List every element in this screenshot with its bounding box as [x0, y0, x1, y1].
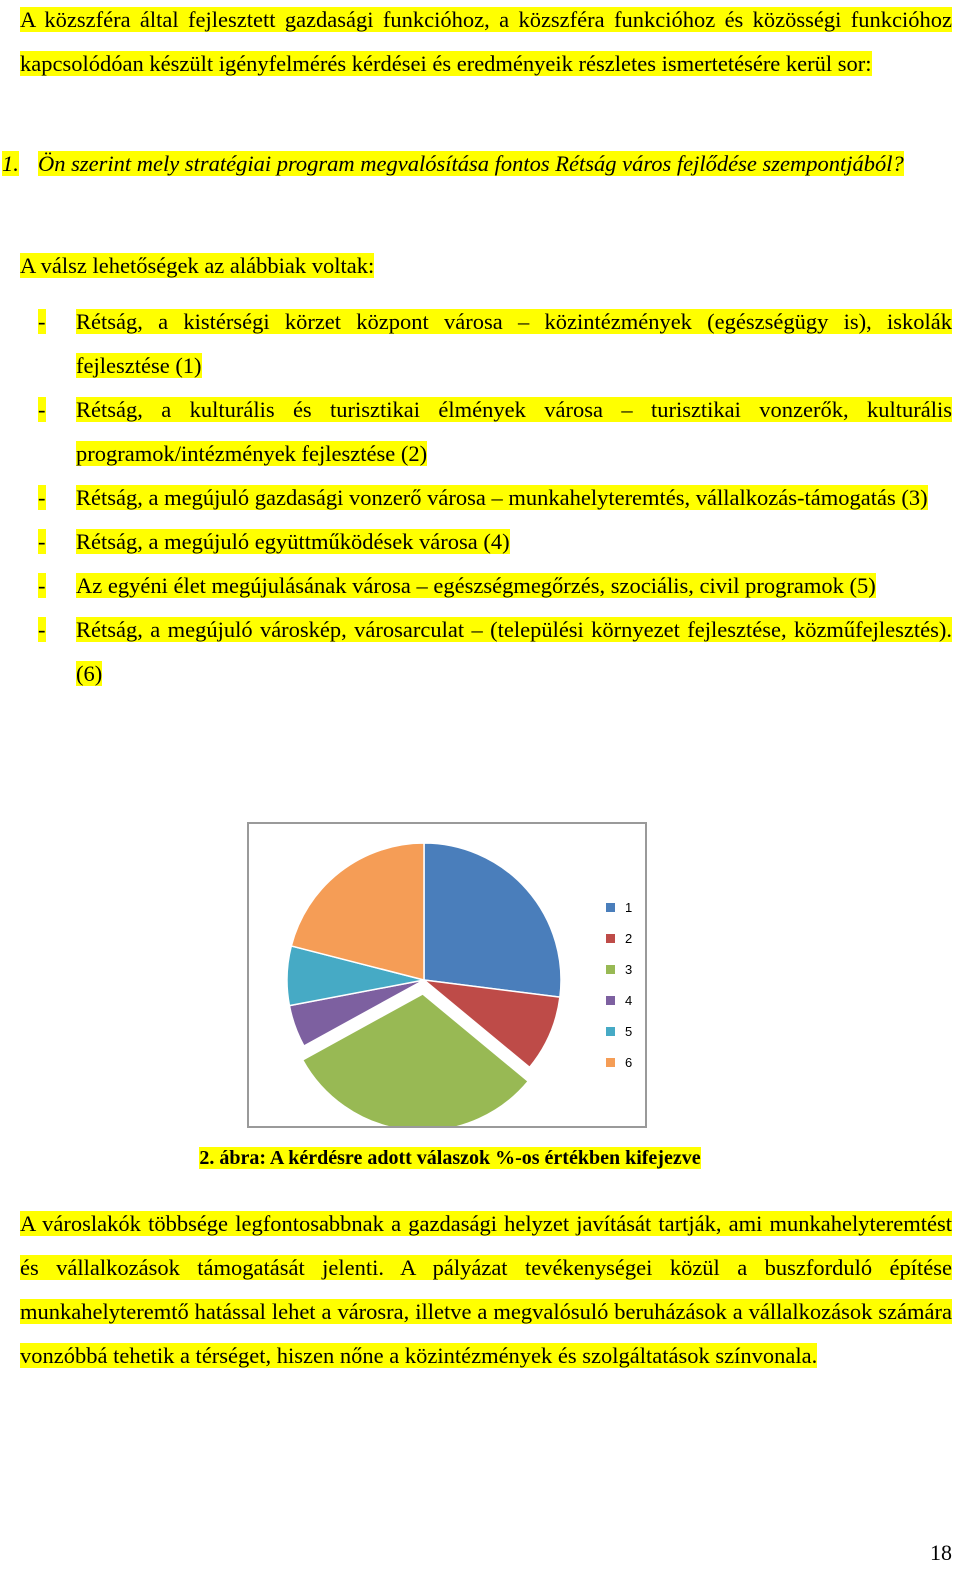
- legend-swatch: [606, 1027, 615, 1036]
- legend-item: [606, 1016, 632, 1047]
- answer-option: [38, 300, 952, 388]
- answer-options-list: [38, 300, 952, 696]
- pie-chart-canvas: [249, 824, 645, 1126]
- legend-label: 5: [625, 1024, 633, 1039]
- legend-label: 2: [625, 931, 633, 946]
- legend-item: [606, 892, 632, 923]
- question-text: Ön szerint mely stratégiai program megvalósítása fontos Rétság város fejlődése szempontjából?: [38, 151, 904, 176]
- option-dash: -: [38, 529, 46, 554]
- answer-option: [38, 608, 952, 696]
- pie-chart: [247, 822, 647, 1128]
- answer-option: [38, 520, 952, 564]
- answer-option: [38, 564, 952, 608]
- option-dash: -: [38, 309, 46, 334]
- legend-label: 6: [625, 1055, 633, 1070]
- legend-swatch: [606, 903, 615, 912]
- legend-swatch: [606, 996, 615, 1005]
- answer-option: [38, 476, 952, 520]
- option-text: Rétság, a kistérségi körzet központ városa – közintézmények (egészségügy is), iskolák fejlesztése (1): [76, 309, 952, 378]
- conclusion-paragraph: A városlakók többsége legfontosabbnak a gazdasági helyzet javítását tartják, ami munkahelyteremtést és vállalkozások támogatását jelenti. A pályázat tevékenységei közül a buszforduló építése munkahelyteremtő hatással lehet a városra, illetve a megvalósuló beruházások a vállalkozások számára vonzóbbá tehetik a térséget, hiszen nőne a közintézmények és szolgáltatások színvonala.: [20, 1211, 952, 1368]
- option-text: Rétság, a kulturális és turisztikai élmények városa – turisztikai vonzerők, kulturális programok/intézmények fejlesztése (2): [76, 397, 952, 466]
- option-dash: -: [38, 573, 46, 598]
- option-text: Rétság, a megújuló gazdasági vonzerő városa – munkahelyteremtés, vállalkozás-támogatás (3): [76, 485, 928, 510]
- page-number: 18: [930, 1540, 952, 1565]
- legend-item: [606, 954, 632, 985]
- legend-swatch: [606, 1058, 615, 1067]
- legend-label: 4: [625, 993, 633, 1008]
- figure-caption: 2. ábra: A kérdésre adott válaszok %-os értékben kifejezve: [199, 1147, 701, 1169]
- answer-option: [38, 388, 952, 476]
- option-text: Rétság, a megújuló városkép, városarculat – (települési környezet fejlesztése, közműfejlesztés). (6): [76, 617, 952, 686]
- legend-swatch: [606, 934, 615, 943]
- legend-label: 1: [625, 900, 633, 915]
- question-number: 1.: [2, 151, 19, 176]
- legend-item: [606, 1047, 632, 1078]
- legend-label: 3: [625, 962, 633, 977]
- option-dash: -: [38, 485, 46, 510]
- option-text: Rétság, a megújuló együttműködések városa (4): [76, 529, 510, 554]
- option-dash: -: [38, 617, 46, 642]
- options-intro: A válsz lehetőségek az alábbiak voltak:: [20, 253, 375, 278]
- option-text: Az egyéni élet megújulásának városa – egészségmegőrzés, szociális, civil programok (5): [76, 573, 876, 598]
- chart-legend: [606, 892, 632, 1078]
- intro-paragraph: A közszféra által fejlesztett gazdasági funkcióhoz, a közszféra funkcióhoz és közösségi funkcióhoz kapcsolódóan készült igényfelmérés kérdései és eredményeik részletes ismertetésére kerül sor:: [20, 7, 952, 76]
- legend-item: [606, 923, 632, 954]
- option-dash: -: [38, 397, 46, 422]
- legend-swatch: [606, 965, 615, 974]
- pie-slice-1: [424, 843, 561, 997]
- question: [2, 142, 952, 186]
- legend-item: [606, 985, 632, 1016]
